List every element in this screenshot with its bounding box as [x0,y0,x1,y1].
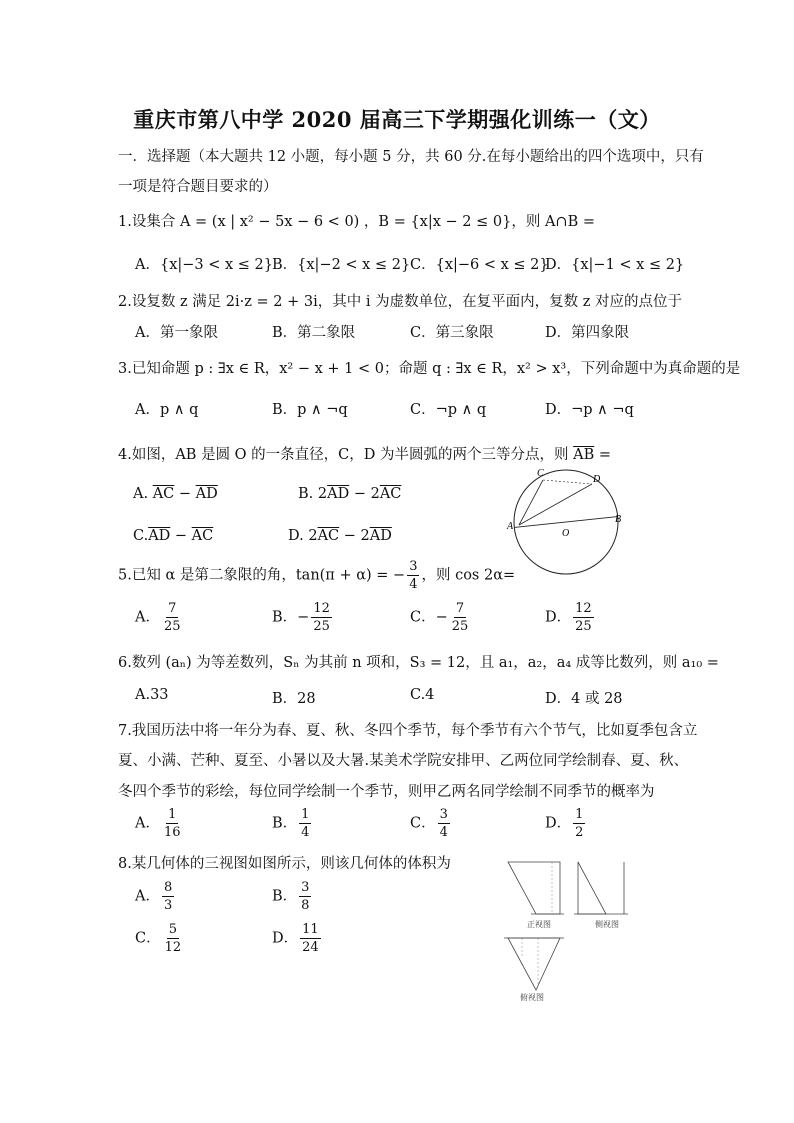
q4-stem-text: 4.如图，AB 是圆 O 的一条直径，C，D 为半圆弧的两个三等分点，则 [118,447,569,463]
q7-option-d: D． $\frac{1}{2}$ [545,807,584,840]
circle-figure [500,462,640,582]
three-view-figure [500,858,650,1003]
question-1-stem: 1.设集合 A = (x | x² − 5x − 6 < 0) ，B = {x|x − 2 ≤ 0}，则 A∩B = [118,214,595,230]
question-7-line-1: 7.我国历法中将一年分为春、夏、秋、冬四个季节，每个季节有六个节气，比如夏季包含立 [118,723,698,739]
q4-option-b: B. $2\overline{AD} - 2\overline{AC}$ [298,486,402,502]
q3-option-b: B．p ∧ ¬q [272,402,348,418]
section-heading: 一．选择题（本大题共 12 小题，每小题 5 分，共 60 分.在每小题给出的四个选项中，只有 [118,149,704,165]
q8-option-a: A． $\frac{8}{3}$ [135,880,173,913]
point-a-label: A [507,521,514,532]
q1-option-a: A．{x|−3 < x ≤ 2} [135,257,273,273]
q4-vector-ab: $\overline{AB}$ [573,447,595,463]
q2-option-d: D．第四象限 [545,325,630,341]
page-title: 重庆市第八中学 2020 届高三下学期强化训练一（文） [133,107,661,132]
q4-option-d: D. $2\overline{AC} - 2\overline{AD}$ [288,528,392,544]
q6-option-a: A.33 [135,687,169,703]
question-4-stem [118,443,611,464]
question-6-stem: 6.数列 (aₙ) 为等差数列，Sₙ 为其前 n 项和，S₃ = 12，且 a₁，a₂，a₄ 成等比数列，则 a₁₀ = [118,655,719,671]
point-c-label: C [537,468,544,479]
q5-option-b: B．− $\frac{12}{25}$ [272,601,330,634]
point-b-label: B [615,514,622,525]
q6-option-d: D．4 或 28 [545,691,623,707]
q8-option-b: B． $\frac{3}{8}$ [272,880,310,913]
question-3-stem: 3.已知命题 p : ∃x ∈ R，x² − x + 1 < 0；命题 q : ∃x ∈ R，x² > x³，下列命题中为真命题的是 [118,361,741,377]
q8-option-c: C． $\frac{5}{12}$ [135,922,182,955]
q4-option-a: A. $\overline{AC} - \overline{AD}$ [133,486,218,502]
point-d-label: D [593,474,601,485]
q7-option-c: C． $\frac{3}{4}$ [410,807,448,840]
question-8-stem: 8.某几何体的三视图如图所示，则该几何体的体积为 [118,856,451,872]
q1-option-c: C．{x|−6 < x ≤ 2} [410,257,549,273]
question-2-stem: 2.设复数 z 满足 2i·z = 2 + 3i，其中 i 为虚数单位，在复平面内，复数 z 对应的点位于 [118,294,682,310]
q5-option-a: A． $\frac{7}{25}$ [135,601,181,634]
section-heading-cont: 一项是符合题目要求的） [118,179,278,195]
q5-option-d: D． $\frac{12}{25}$ [545,601,592,634]
side-view-shape [578,862,606,914]
q6-option-c: C.4 [410,687,435,703]
q4-equals: = [598,447,612,463]
question-7-line-3: 冬四个季节的彩绘，每位同学绘制一个季节，则甲乙两名同学绘制不同季节的概率为 [118,784,655,800]
question-7-line-2: 夏、小满、芒种、夏至、小暑以及大暑.某美术学院安排甲、乙两位同学绘制春、夏、秋、 [118,753,689,769]
q2-option-a: A．第一象限 [135,325,218,341]
q1-option-b: B．{x|−2 < x ≤ 2} [272,257,411,273]
q3-option-a: A．p ∧ q [135,402,199,418]
q2-option-b: B．第二象限 [272,325,356,341]
q3-option-d: D．¬p ∧ ¬q [545,402,634,418]
q2-option-c: C．第三象限 [410,325,494,341]
question-5-stem: 5.已知 α 是第二象限的角，tan(π + α) = − $\frac{3}{4}$ ，则 cos 2α= [118,559,516,592]
q6-option-b: B．28 [272,691,316,707]
q8-option-d: D． $\frac{11}{24}$ [272,922,319,955]
q1-option-d: D．{x|−1 < x ≤ 2} [545,257,685,273]
q4-option-c: $C.\overline{AD} - \overline{AC}$ [133,528,214,544]
q7-option-b: B． $\frac{1}{4}$ [272,807,310,840]
top-view-label: 俯视图 [520,993,544,1002]
top-view-shape [508,938,560,990]
q3-option-c: C．¬p ∧ q [410,402,487,418]
side-view-label: 侧视图 [595,920,619,929]
q7-option-a: A． $\frac{1}{16}$ [135,807,181,840]
point-o-label: O [562,528,570,539]
q5-option-c: C．− $\frac{7}{25}$ [410,601,469,634]
front-view-label: 正视图 [527,920,551,929]
